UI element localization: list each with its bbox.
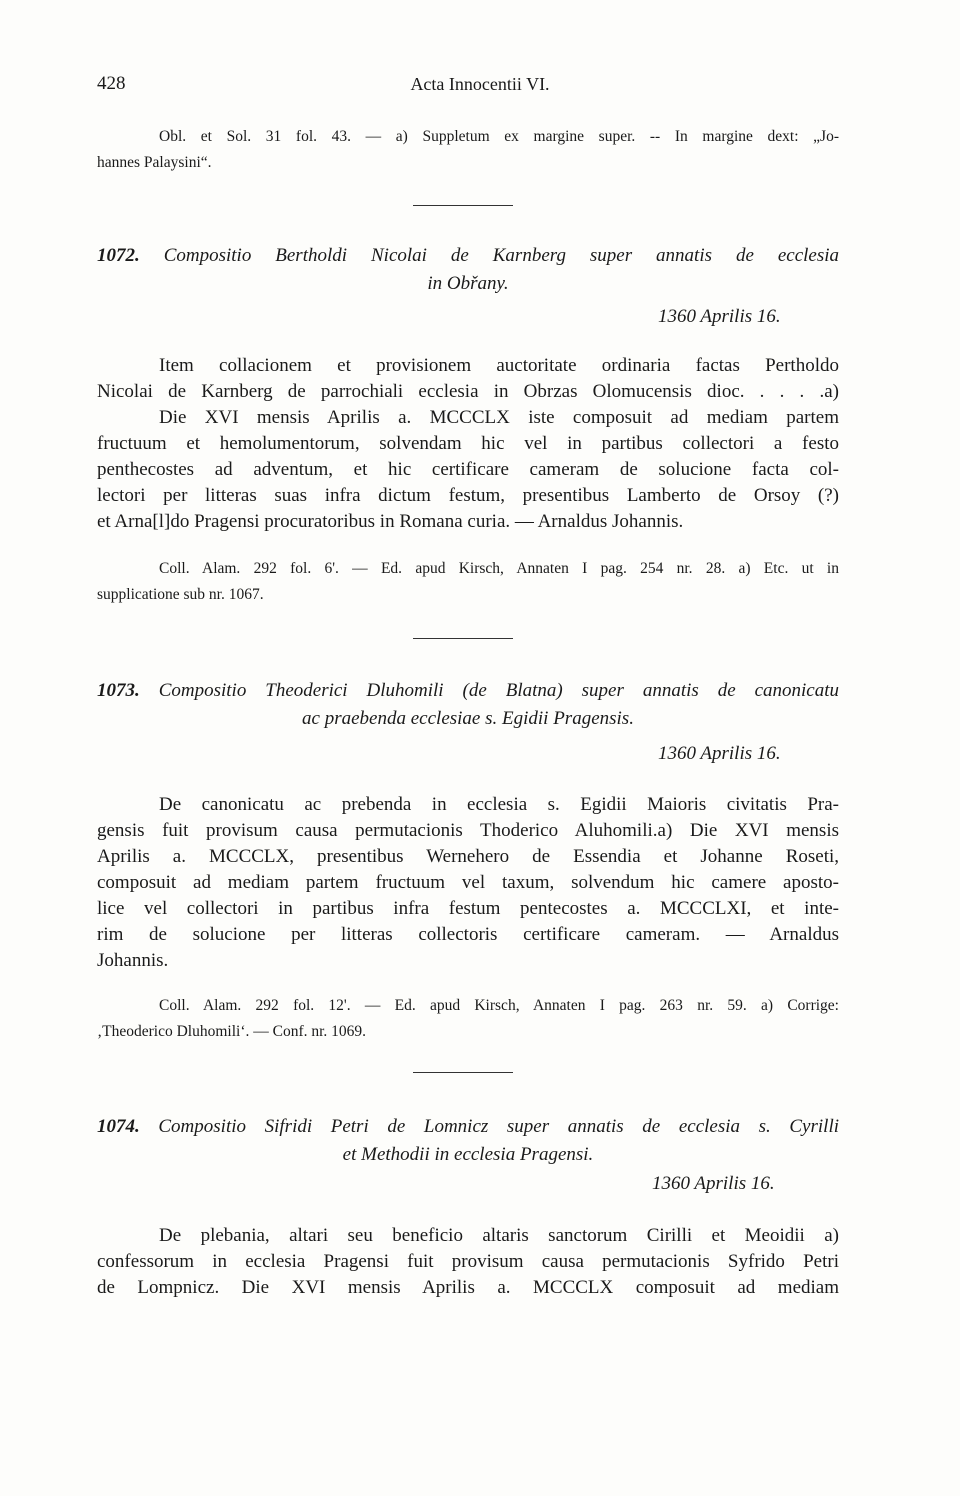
entry-date: 1360 Aprilis 16.	[658, 306, 781, 327]
body-line: confessorum in ecclesia Pragensi fuit provisum causa permutacionis Syfrido Petri	[97, 1251, 839, 1272]
entry-1074-title	[97, 1113, 839, 1169]
entry-date: 1360 Aprilis 16.	[652, 1173, 775, 1194]
entry-title: in Obřany.	[427, 273, 509, 294]
page-number: 428	[97, 73, 126, 94]
body-line: rim de solucione per litteras collectoris certificare cameram. — Arnaldus	[97, 924, 839, 945]
note-line: Coll. Alam. 292 fol. 12'. — Ed. apud Kirsch, Annaten I pag. 263 nr. 59. a) Corrige:	[159, 997, 839, 1014]
running-title: Acta Innocentii VI.	[410, 74, 550, 94]
body-line: De canonicatu ac prebenda in ecclesia s. Egidii Maioris civitatis Pra-	[159, 794, 839, 815]
entry-title: Compositio Theoderici Dluhomili (de Blatna) super annatis de canonicatu	[158, 680, 840, 701]
entry-number: 1074.	[97, 1116, 140, 1137]
body-line: lice vel collectori in partibus infra festum pentecostes a. MCCCLXI, et inte-	[97, 898, 839, 919]
note-line: Coll. Alam. 292 fol. 6'. — Ed. apud Kirsch, Annaten I pag. 254 nr. 28. a) Etc. ut in	[159, 560, 839, 577]
top-note	[97, 124, 839, 176]
note-line: supplicatione sub nr. 1067.	[97, 586, 264, 603]
entry-number: 1073.	[97, 680, 140, 701]
entry-1072-title	[97, 242, 839, 298]
body-line: composuit ad mediam partem fructuum vel taxum, solvendum hic camere aposto-	[97, 872, 839, 893]
separator-rule	[413, 638, 513, 639]
entry-1073-body	[97, 792, 839, 974]
entry-title: ac praebenda ecclesiae s. Egidii Pragensis.	[302, 708, 634, 729]
body-line: fructuum et hemolumentorum, solvendam hic vel in partibus collectori a festo	[97, 433, 839, 454]
body-line: gensis fuit provisum causa permutacionis Thoderico Aluhomili.a) Die XVI mensis	[97, 820, 839, 841]
body-line: penthecostes ad adventum, et hic certificare cameram de solucione facta col-	[97, 459, 839, 480]
entry-1072-note	[97, 556, 839, 608]
entry-1072-body	[97, 353, 839, 535]
body-line: Nicolai de Karnberg de parrochiali ecclesia in Obrzas Olomucensis dioc. . . . .a)	[97, 381, 839, 402]
entry-number: 1072.	[97, 245, 140, 266]
body-line: et Arna[l]do Pragensi procuratoribus in Romana curia. — Arnaldus Johannis.	[97, 511, 684, 532]
entry-date: 1360 Aprilis 16.	[658, 743, 781, 764]
body-line: Johannis.	[97, 950, 169, 971]
body-line: Item collacionem et provisionem auctoritate ordinaria factas Pertholdo	[159, 355, 839, 376]
entry-title: Compositio Bertholdi Nicolai de Karnberg super annatis de ecclesia	[163, 245, 840, 266]
body-line: Aprilis a. MCCCLX, presentibus Wernehero de Essendia et Johanne Roseti,	[97, 846, 839, 867]
body-line: lectori per litteras suas infra dictum festum, presentibus Lamberto de Orsoy (?)	[97, 485, 839, 506]
entry-title: Compositio Sifridi Petri de Lomnicz super annatis de ecclesia s. Cyrilli	[158, 1116, 839, 1137]
body-line: Die XVI mensis Aprilis a. MCCCLX iste composuit ad mediam partem	[159, 407, 839, 428]
note-line: Obl. et Sol. 31 fol. 43. — a) Suppletum ex margine super. -- In margine dext: „Jo-	[159, 128, 839, 145]
note-line: ‚Theoderico Dluhomili‘. — Conf. nr. 1069.	[97, 1023, 367, 1040]
separator-rule	[413, 205, 513, 206]
body-line: De plebania, altari seu beneficio altaris sanctorum Cirilli et Meoidii a)	[159, 1225, 839, 1246]
separator-rule	[413, 1072, 513, 1073]
note-line: hannes Palaysini“.	[97, 154, 212, 171]
body-line: de Lompnicz. Die XVI mensis Aprilis a. MCCCLX composuit ad mediam	[97, 1277, 839, 1298]
entry-1073-note	[97, 993, 839, 1045]
entry-title: et Methodii in ecclesia Pragensi.	[342, 1144, 594, 1165]
entry-1074-body	[97, 1223, 839, 1301]
entry-1073-title	[97, 677, 839, 733]
